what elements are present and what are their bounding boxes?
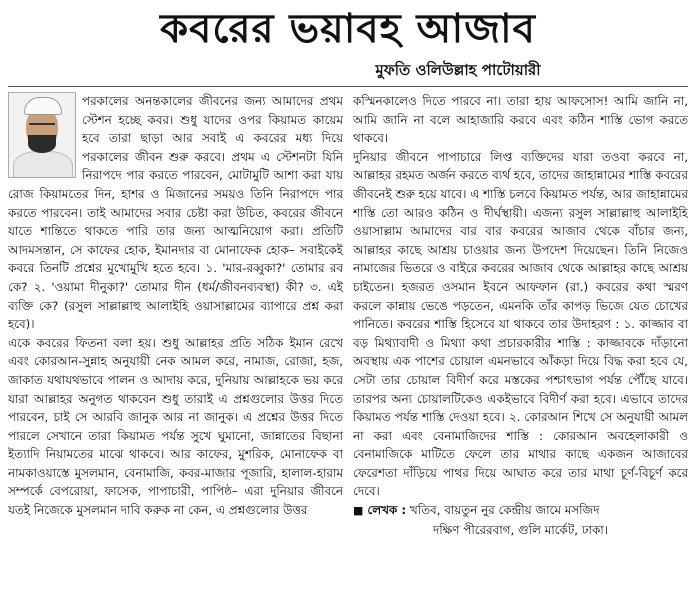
paragraph-3: কস্মিনকালেও দিতে পারবে না। তারা হায় আফসোস! আমি জানি না, আমি জানি না বলে আহাজারি করবে এবং কঠিন শাস্তি ভোগ করতে থাকবে। — [353, 94, 688, 146]
square-bullet-icon: ■ — [353, 504, 364, 518]
article-column-left — [8, 92, 343, 592]
paragraph-1: পরকালের অনন্তকালের জীবনের জন্য আমাদের প্রথম স্টেশন হচ্ছে কবর। শুধু যাদের ওপর কিয়ামত কায়েম হবে তারা ছাড়া আর সবাই এ কবরের মধ্য দিয়ে পরকালের জীবন শুরু করবে। প্রথম এ স্টেশনটা যিনি নিরাপদে পার করতে পারবেন, মোটামুটি আশা করা যায় রোজ কিয়ামতের দিন, হাশর ও মিজানের সময়ও তিনি নিরাপদে পার করতে পারবেন। তাই আমাদের সবার চেষ্টা করা উচিত, কবরের জীবনে যাতে শান্তিতে থাকতে পারি তার জন্য আত্মনিয়োগ করা। প্রতিটি আদমসন্তান, সে কাফের হোক, ইমানদার বা মোনাফেক হোক– সবাইকেই কবরে তিনটি প্রশ্নের মুখোমুখি হতে হবে। ১. 'মার-রব্বুকা?' তোমার রব কে? ২. 'ওয়ামা দীনুকা?' তোমার দীন (ধর্ম/জীবনব্যবস্থা) কী? ৩. এই ব্যক্তি কে? (রসুল সাল্লাল্লাহু আলাইহি ওয়াসাল্লামের ব্যাপারে প্রশ্ন করা হবে)। — [8, 94, 343, 332]
paragraph-2: একে কবরের ফিতনা বলা হয়। শুধু আল্লাহর প্রতি সঠিক ইমান রেখে এবং কোরআন-সুন্নাহ অনুযায়ী নেক আমল করে, নামাজ, রোজা, হজ, জাকাত যথাযথভাবে পালন ও আদায় করে, দুনিয়ায় আল্লাহকে ভয় করে যারা আল্লাহর অনুগত থাকবেন শুধু তারাই এ প্রশ্নগুলোর উত্তর দিতে পারবেন, চাই সে আরবি জানুক আর না জানুক। এ প্রশ্নের উত্তর দিতে পারলে সেখানে তারা কিয়ামত পর্যন্ত সুখে ঘুমানো, জান্নাতের বিছানা ইত্যাদি নিয়ামতের মাঝে থাকবে। আর কাফের, মুশরিক, মোনাফেক বা নামকাওয়াস্তে মুসলমান, বেনামাজি, কবর-মাজার পূজারি, হালাল-হারাম সম্পর্কে বেপরোয়া, ফাসেক, পাপাচারী, পাপিষ্ঠ– এরা দুনিয়ার জীবনে যতই নিজেকে মুসলমান দাবি করুক না কেন, এ প্রশ্নগুলোর উত্তর — [8, 335, 343, 518]
author-signature — [353, 501, 688, 521]
header-divider — [8, 86, 688, 87]
signature-label: লেখক : — [367, 503, 407, 518]
article-author: মুফতি ওলিউল্লাহ পাটোয়ারী — [375, 61, 541, 79]
author-photo — [8, 92, 76, 178]
article-title: কবরের ভয়াবহ আজাব — [160, 5, 536, 52]
article-column-right — [353, 92, 688, 592]
signature-line-1: খতিব, বায়তুন নুর কেন্দ্রীয় জামে মসজিদ — [409, 503, 600, 518]
paragraph-4: দুনিয়ার জীবনে পাপাচারে লিপ্ত ব্যক্তিদের যারা তওবা করবে না, আল্লাহর রহমত অর্জন করতে ব্যর্থ হবে, তাদের জাহান্নামের শাস্তি কবরের জীবনেই শুরু হয়ে যাবে। এ শাস্তি চলবে কিয়ামত পর্যন্ত, আর জাহান্নামের শাস্তি তো আরও কঠিন ও দীর্ঘস্থায়ী। এজন্য রসুল সাল্লাল্লাহু আলাইহি ওয়াসাল্লাম আমাদের বার বার কবরের আজাব থেকে বাঁচার জন্য, আল্লাহর কাছে আশ্রয় চাওয়ার জন্য উপদেশ দিয়েছেন। তিনি নিজেও নামাজের ভিতরে ও বাইরে কবরের আজাব থেকে আল্লাহর কাছে আশ্রয় চাইতেন। হজরত ওসমান ইবনে আফফান (রা.) কবরের কথা স্মরণ করলে কান্নায় ভেঙে পড়তেন, এমনকি তাঁর কাপড় ভিজে যেত চোখের পানিতে। কবরের শাস্তি হিসেবে যা থাকবে তার উদাহরণ : ১. কাজ্জাব বা বড় মিথ্যাবাদী ও মিথ্যা কথা প্রচারকারীর শাস্তি : কাজ্জাবকে দাঁড়ানো অবস্থায় এক পাশের চোয়াল এমনভাবে আঁকড়া দিয়ে বিদ্ধ করা হবে যে, সেটা তার চোয়াল বিদীর্ণ করে মস্তকের পশ্চাৎভাগ পর্যন্ত পৌঁছে যাবে। তারপর অন্য চোয়ালটিকেও একইভাবে বিদীর্ণ করা হবে। এভাবে তাদের কিয়ামত পর্যন্ত শাস্তি দেওয়া হবে। ২. কোরআন শিখে সে অনুযায়ী আমল না করা এবং বেনামাজিদের শাস্তি : কোরআন অবহেলাকারী ও বেনামাজিকে মাটিতে ফেলে তার মাথার কাছে একজন আজাবের ফেরেশতা দাঁড়িয়ে পাথর দিয়ে আঘাত করে তার মাথা চূর্ণ-বিচূর্ণ করে দেবে। — [353, 149, 688, 499]
signature-line-2: দক্ষিণ পীরেরবাগ, গুলি মার্কেট, ঢাকা। — [433, 522, 608, 537]
